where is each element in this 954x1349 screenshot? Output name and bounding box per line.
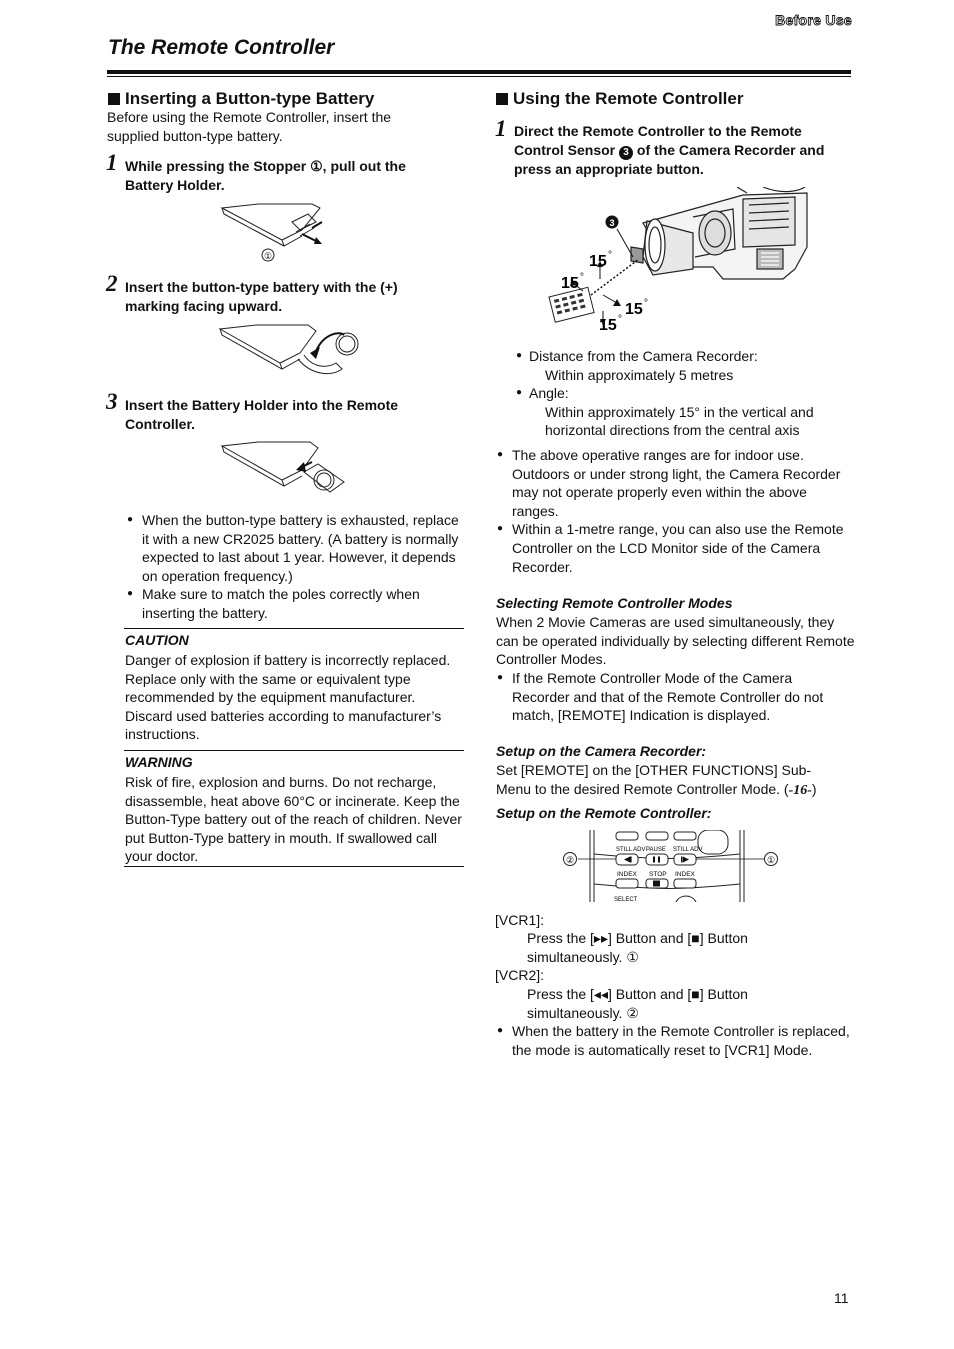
deg-mark: ° bbox=[608, 250, 612, 261]
warning-divider bbox=[124, 750, 464, 751]
warning-text: Risk of fire, explosion and burns. Do not recharge, disassemble, heat above 60°C or incinerate. Keep the Button-Type battery out of the reach of children. Never put Button-Type battery in mouth. If swallowed call your doctor. bbox=[125, 774, 462, 865]
caution-title: CAUTION bbox=[125, 632, 189, 648]
step-text: Insert the Battery Holder into the Remote Controller. bbox=[125, 397, 399, 432]
range-info bbox=[516, 347, 836, 440]
still-adv-right-label: STILL ADV bbox=[673, 847, 703, 853]
section-tag: Before Use bbox=[775, 12, 852, 28]
right-notes bbox=[497, 446, 851, 576]
note-item: ● The above operative ranges are for indoor use. Outdoors or under strong light, the Camera Recorder may not operate properly even within the above ranges. bbox=[497, 446, 851, 520]
page-number: 11 bbox=[834, 1290, 849, 1306]
angle-label-top: 15 bbox=[589, 253, 607, 270]
distance-label: ● Distance from the Camera Recorder: bbox=[516, 347, 836, 366]
note-item: ● When the button-type battery is exhausted, replace it with a new CR2025 battery. (A battery is normally expected to last about 1 year. However, it depends on operation frequency.) bbox=[127, 511, 464, 585]
note-item: ● When the battery in the Remote Controller is replaced, the mode is automatically reset to [VCR1] Mode. bbox=[497, 1022, 853, 1059]
sensor-marker: 3 bbox=[619, 146, 633, 160]
remote-buttons-figure bbox=[558, 830, 783, 902]
vcr1-text: Press the [▸▸] Button and [■] Button simultaneously. ① bbox=[527, 930, 748, 965]
select-label: SELECT bbox=[614, 897, 638, 902]
setup-remote-title: Setup on the Remote Controller: bbox=[496, 805, 712, 821]
caution-divider bbox=[124, 628, 464, 629]
title-rule-thin bbox=[107, 76, 851, 77]
warning-bottom-divider bbox=[124, 866, 464, 867]
deg-mark: ° bbox=[580, 272, 584, 283]
modes-text: When 2 Movie Cameras are used simultaneously, they can be operated individually by selecting different Remote Controller Modes. bbox=[496, 614, 855, 668]
left-notes bbox=[127, 511, 464, 623]
setup-camera-text: Set [REMOTE] on the [OTHER FUNCTIONS] Sub-Menu to the desired Remote Controller Mode. (-16-) bbox=[496, 762, 817, 798]
note-item: ● Within a 1-metre range, you can also use the Remote Controller on the LCD Monitor side of the Camera Recorder. bbox=[497, 520, 851, 576]
callout-1: ① bbox=[766, 855, 776, 865]
angle-label-left: 15 bbox=[561, 275, 579, 292]
right-heading: Using the Remote Controller bbox=[496, 89, 743, 109]
still-adv-left-label: STILL ADV bbox=[616, 847, 646, 853]
note-item: ● If the Remote Controller Mode of the Camera Recorder and that of the Remote Controller do not match, [REMOTE] Indication is displayed. bbox=[497, 669, 849, 725]
battery-holder-figure bbox=[218, 200, 333, 266]
angle-value: Within approximately 15° in the vertical and horizontal directions from the central axis bbox=[545, 403, 814, 439]
vcr2-label: [VCR2]: bbox=[495, 967, 545, 983]
vcr2-text: Press the [◂◂] Button and [■] Button simultaneously. ② bbox=[527, 986, 748, 1021]
vcr1-label: [VCR1]: bbox=[495, 912, 545, 928]
title-rule bbox=[107, 70, 851, 74]
camera-remote-figure bbox=[543, 187, 813, 337]
angle-label-bottom: 15 bbox=[599, 317, 617, 334]
holder-into-remote-figure bbox=[218, 440, 353, 500]
callout-2: ② bbox=[565, 855, 575, 865]
step-number: 1 bbox=[106, 150, 118, 175]
left-heading: Inserting a Button-type Battery bbox=[108, 89, 374, 109]
distance-value: Within approximately 5 metres bbox=[545, 366, 734, 383]
step-number: 3 bbox=[106, 389, 118, 414]
caution-text: Danger of explosion if battery is incorrectly replaced. Replace only with the same or equivalent type recommended by the equipment manufacturer. Discard used batteries according to manufacturer’s instructions. bbox=[125, 652, 451, 743]
step-text: Insert the button-type battery with the (+) marking facing upward. bbox=[125, 279, 398, 314]
insert-battery-figure bbox=[216, 323, 366, 383]
step-text: Direct the Remote Controller to the Remote Control Sensor 3 of the Camera Recorder and press an appropriate button. bbox=[514, 123, 825, 177]
pause-button[interactable] bbox=[646, 854, 668, 865]
deg-mark: ° bbox=[644, 298, 648, 309]
square-bullet-icon bbox=[108, 93, 120, 105]
index-right-label: INDEX bbox=[675, 871, 695, 878]
modes-bullet bbox=[497, 669, 849, 725]
page-ref: -16- bbox=[788, 782, 812, 798]
index-left-label: INDEX bbox=[617, 871, 637, 878]
warning-title: WARNING bbox=[125, 754, 193, 770]
setup-camera-title: Setup on the Camera Recorder: bbox=[496, 743, 707, 759]
pause-label: PAUSE bbox=[646, 847, 666, 853]
step-number: 2 bbox=[106, 271, 118, 296]
callout-1: ① bbox=[263, 251, 273, 261]
angle-label: ● Angle: bbox=[516, 384, 836, 403]
sensor-label: 3 bbox=[609, 218, 615, 228]
page-title: The Remote Controller bbox=[108, 36, 335, 59]
final-note bbox=[497, 1022, 853, 1059]
step-text: While pressing the Stopper ①, pull out the Battery Holder. bbox=[125, 158, 406, 193]
deg-mark: ° bbox=[618, 314, 622, 325]
left-intro: Before using the Remote Controller, insert the supplied button-type battery. bbox=[107, 109, 392, 144]
square-bullet-icon bbox=[496, 93, 508, 105]
angle-label-right: 15 bbox=[625, 301, 643, 318]
stop-label: STOP bbox=[649, 871, 667, 878]
note-item: ● Make sure to match the poles correctly when inserting the battery. bbox=[127, 585, 464, 622]
step-number: 1 bbox=[495, 116, 507, 141]
modes-title: Selecting Remote Controller Modes bbox=[496, 595, 733, 611]
